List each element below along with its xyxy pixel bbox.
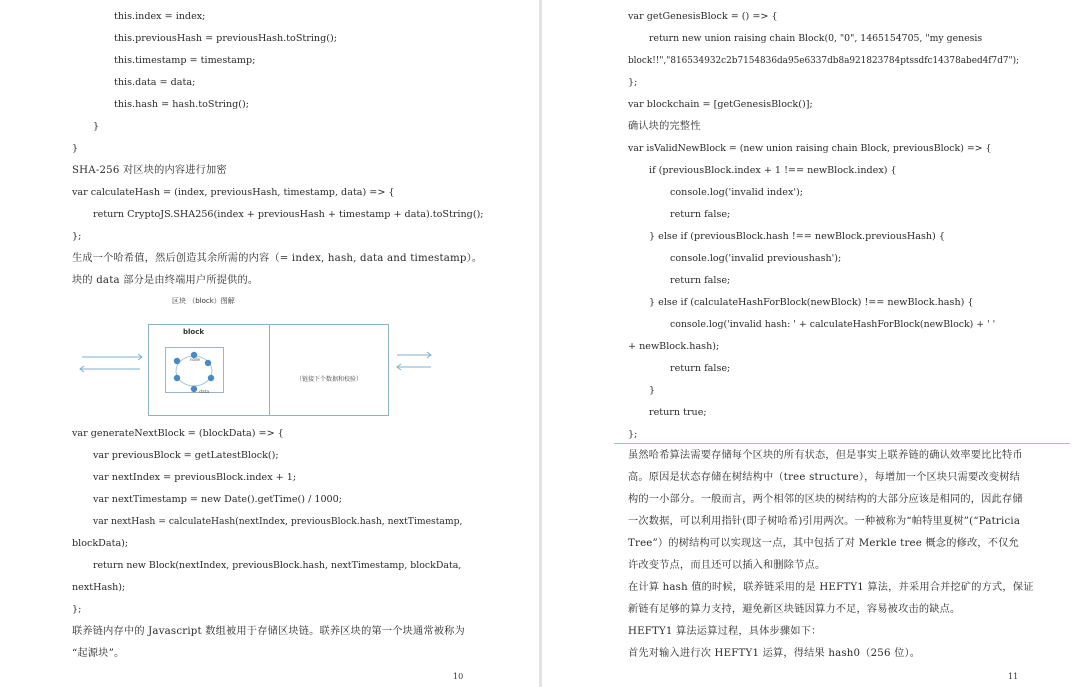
- code-line: var isValidNewBlock = (new union raising chain Block, previousBlock) => {: [628, 143, 992, 154]
- code-line: nextHash);: [72, 582, 126, 593]
- node-label: node: [190, 357, 200, 362]
- paragraph-line: 高。原因是状态存储在树结构中（tree structure），每增加一个区块只需要改变树结: [628, 472, 1020, 483]
- code-line: if (previousBlock.index + 1 !== newBlock.index) {: [649, 165, 897, 176]
- code-line: return new union raising chain Block(0, "0", 1465154705, "my genesis: [649, 33, 983, 44]
- code-line: };: [628, 429, 638, 440]
- code-line: console.log('invalid index');: [670, 187, 803, 198]
- paragraph-line: 虽然哈希算法需要存储每个区块的所有状态，但是事实上联养链的确认效率要比比特币: [628, 450, 1023, 461]
- code-line: var generateNextBlock = (blockData) => {: [72, 428, 284, 439]
- left-page: [0, 0, 539, 687]
- node-icon: [208, 375, 214, 381]
- code-line: };: [628, 77, 638, 88]
- right-page: [542, 0, 1080, 687]
- code-line: + newBlock.hash);: [628, 341, 720, 352]
- code-line: } else if (calculateHashForBlock(newBlock) !== newBlock.hash) {: [649, 297, 974, 308]
- code-line: }: [93, 121, 100, 132]
- paragraph-line: “起源块”。: [72, 648, 125, 659]
- paragraph-line: 新链有足够的算力支持，避免新区块链因算力不足，容易被攻击的缺点。: [628, 604, 961, 615]
- paragraph-line: Tree”）的树结构可以实现这一点，其中包括了对 Merkle tree 概念的修改，不仅允: [628, 538, 1019, 549]
- code-line: return CryptoJS.SHA256(index + previousHash + timestamp + data).toString();: [93, 209, 484, 220]
- code-line: return new Block(nextIndex, previousBlock.hash, nextTimestamp, blockData,: [93, 560, 462, 571]
- code-line: blockData);: [72, 538, 129, 549]
- paragraph-line: SHA-256 对区块的内容进行加密: [72, 165, 227, 176]
- code-line: var previousBlock = getLatestBlock();: [93, 450, 279, 461]
- code-line: this.timestamp = timestamp;: [114, 55, 256, 66]
- data-label: data: [199, 390, 210, 395]
- code-line: var nextHash = calculateHash(nextIndex, previousBlock.hash, nextTimestamp,: [93, 516, 463, 527]
- paragraph-line: 许改变节点，而且还可以插入和删除节点。: [628, 560, 826, 571]
- paragraph-line: 块的 data 部分是由终端用户所提供的。: [72, 275, 259, 286]
- code-line: var nextTimestamp = new Date().getTime() / 1000;: [93, 494, 342, 505]
- paragraph-line: 首先对输入进行次 HEFTY1 运算，得结果 hash0（256 位）。: [628, 648, 921, 659]
- code-line: var getGenesisBlock = () => {: [628, 11, 778, 22]
- code-line: } else if (previousBlock.hash !== newBlock.previousHash) {: [649, 231, 945, 242]
- code-line: }: [72, 143, 79, 154]
- node-icon: [174, 358, 180, 364]
- code-line: var blockchain = [getGenesisBlock()];: [628, 99, 813, 110]
- paragraph-line: 在计算 hash 值的时候，联养链采用的是 HEFTY1 算法，并采用合并挖矿的方式，保证: [628, 582, 1034, 593]
- link-label: （链接下个数据和校验）: [296, 376, 363, 383]
- paragraph-line: 构的一小部分。一般而言，两个相邻的区块的树结构的大部分应该是相同的，因此存储: [628, 494, 1023, 505]
- code-line: this.index = index;: [114, 11, 206, 22]
- code-line: return true;: [649, 407, 707, 418]
- code-line: return false;: [670, 275, 731, 286]
- code-line: this.data = data;: [114, 77, 196, 88]
- code-line: block!!","816534932c2b7154836da95e6337db8a921823784ptssdfc14378abed4f7d7");: [628, 56, 1020, 66]
- paragraph-line: HEFTY1 算法运算过程，具体步骤如下：: [628, 626, 822, 637]
- paragraph-line: 确认块的完整性: [628, 121, 701, 132]
- code-line: };: [72, 604, 82, 615]
- code-line: console.log('invalid previoushash');: [670, 253, 842, 264]
- code-line: this.hash = hash.toString();: [114, 99, 250, 110]
- page-number: 11: [1008, 672, 1019, 681]
- code-line: };: [72, 231, 82, 242]
- figure-title: 区块 （block）图解: [172, 297, 235, 305]
- code-line: console.log('invalid hash: ' + calculateHashForBlock(newBlock) + ' ': [670, 319, 996, 330]
- paragraph-line: 生成一个哈希值，然后创造其余所需的内容（= index, hash, data and timestamp）。: [72, 253, 483, 264]
- node-icon: [205, 360, 211, 366]
- code-line: this.previousHash = previousHash.toString();: [114, 33, 337, 44]
- section-divider: [614, 443, 1070, 444]
- paragraph-line: 一次数据，可以利用指针(即子树哈希)引用两次。一种被称为“帕特里夏树”(“Patricia: [628, 516, 1021, 527]
- code-line: return false;: [670, 209, 731, 220]
- page-number: 10: [453, 672, 464, 681]
- node-icon: [174, 375, 180, 381]
- code-line: }: [649, 385, 656, 396]
- code-line: return false;: [670, 363, 731, 374]
- paragraph-line: 联养链内存中的 Javascript 数组被用于存储区块链。联养区块的第一个块通常被称为: [72, 626, 465, 637]
- node-icon: [191, 386, 197, 392]
- code-line: var nextIndex = previousBlock.index + 1;: [93, 472, 297, 483]
- block-label: block: [183, 328, 205, 336]
- code-line: var calculateHash = (index, previousHash, timestamp, data) => {: [72, 187, 395, 198]
